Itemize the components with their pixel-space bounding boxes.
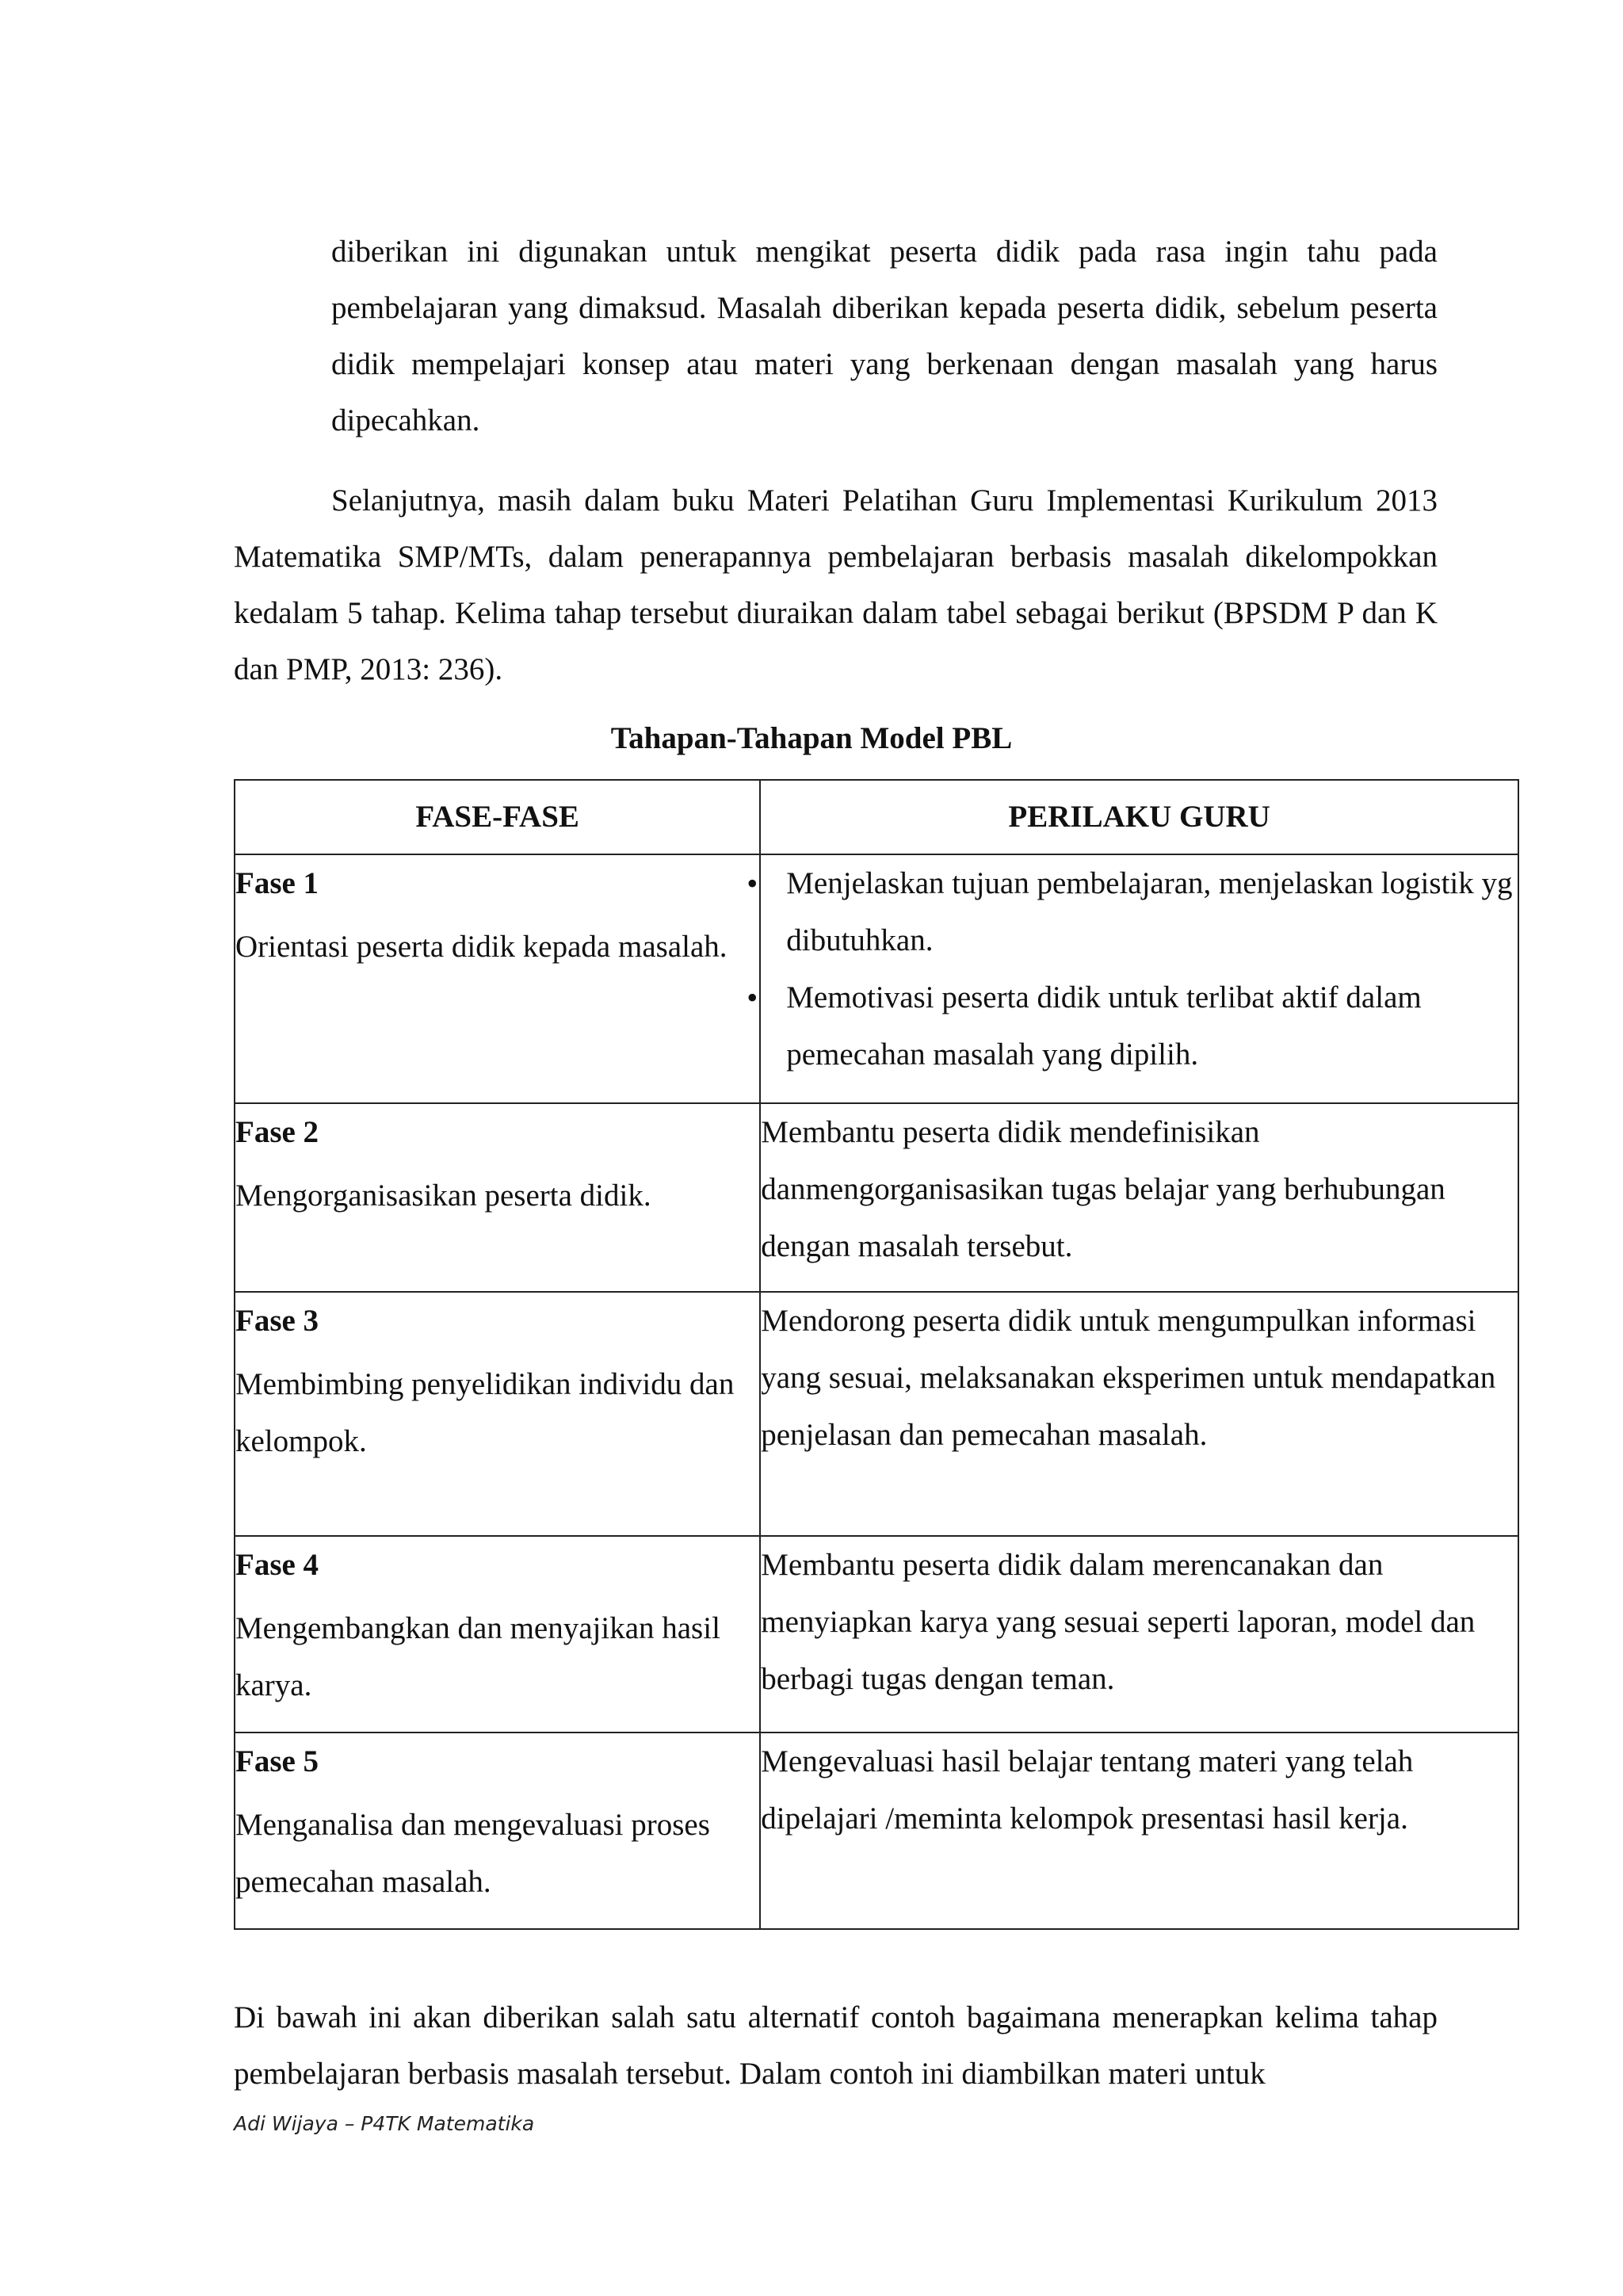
fase-description: Mengorganisasikan peserta didik.: [235, 1179, 651, 1213]
fase-label: Fase 2: [235, 1115, 319, 1149]
paragraph-intro-continuation: diberikan ini digunakan untuk mengikat peserta didik pada rasa ingin tahu pada pembelajaran yang dimaksud. Masalah diberikan kepada peserta didik, sebelum peserta didik mempelajari konsep atau materi yang berkenaan dengan masalah yang harus dipecahkan.: [331, 235, 1438, 437]
fase-cell: [235, 1733, 760, 1929]
header-fase: FASE-FASE: [235, 780, 760, 854]
paragraph-tahapan-intro: Selanjutnya, masih dalam buku Materi Pelatihan Guru Implementasi Kurikulum 2013 Matematika SMP/MTs, dalam penerapannya pembelajaran berbasis masalah dikelompokkan kedalam 5 tahap. Kelima tahap tersebut diuraikan dalam tabel sebagai berikut (BPSDM P dan K dan PMP, 2013: 236).: [234, 483, 1438, 686]
header-perilaku-guru: PERILAKU GURU: [760, 780, 1518, 854]
pbl-phases-table: [234, 779, 1519, 1930]
perilaku-cell: Membantu peserta didik mendefinisikan danmengorganisasikan tugas belajar yang berhubungan dengan masalah tersebut.: [760, 1103, 1518, 1292]
list-item: • Menjelaskan tujuan pembelajaran, menjelaskan logistik yg dibutuhkan.: [716, 855, 1518, 969]
perilaku-cell: Membantu peserta didik dalam merencanakan dan menyiapkan karya yang sesuai seperti laporan, model dan berbagi tugas dengan teman.: [760, 1536, 1518, 1733]
paragraph-contoh-intro: Di bawah ini akan diberikan salah satu alternatif contoh bagaimana menerapkan kelima tahap pembelajaran berbasis masalah tersebut. Dalam contoh ini diambilkan materi untuk: [234, 2000, 1438, 2091]
fase-label: Fase 3: [235, 1304, 319, 1338]
fase-cell: [235, 1292, 760, 1536]
fase-cell: [235, 1103, 760, 1292]
fase-description: Mengembangkan dan menyajikan hasil karya.: [235, 1611, 720, 1702]
list-item: • Memotivasi peserta didik untuk terlibat aktif dalam pemecahan masalah yang dipilih.: [716, 969, 1518, 1083]
table-row: [235, 1103, 1518, 1292]
table-title: Tahapan-Tahapan Model PBL: [610, 721, 1013, 755]
perilaku-cell: Mengevaluasi hasil belajar tentang materi yang telah dipelajari /meminta kelompok presentasi hasil kerja.: [760, 1733, 1518, 1929]
perilaku-cell: [760, 854, 1518, 1103]
table-row: [235, 1536, 1518, 1733]
fase-cell: [235, 854, 760, 1103]
perilaku-bullet-list: [761, 855, 1518, 1083]
fase-description: Orientasi peserta didik kepada masalah.: [235, 930, 727, 964]
table-row: [235, 1292, 1518, 1536]
table-header-row: [235, 780, 1518, 854]
perilaku-cell: Mendorong peserta didik untuk mengumpulkan informasi yang sesuai, melaksanakan eksperimen untuk mendapatkan penjelasan dan pemecahan masalah.: [760, 1292, 1518, 1536]
fase-label: Fase 1: [235, 866, 319, 900]
fase-label: Fase 5: [235, 1744, 319, 1778]
table-row: [235, 1733, 1518, 1929]
fase-label: Fase 4: [235, 1548, 319, 1582]
fase-description: Membimbing penyelidikan individu dan kelompok.: [235, 1367, 735, 1458]
fase-cell: [235, 1536, 760, 1733]
fase-description: Menganalisa dan mengevaluasi proses pemecahan masalah.: [235, 1808, 710, 1899]
page-footer: Adi Wijaya – P4TK Matematika: [234, 2112, 535, 2135]
table-row: [235, 854, 1518, 1103]
